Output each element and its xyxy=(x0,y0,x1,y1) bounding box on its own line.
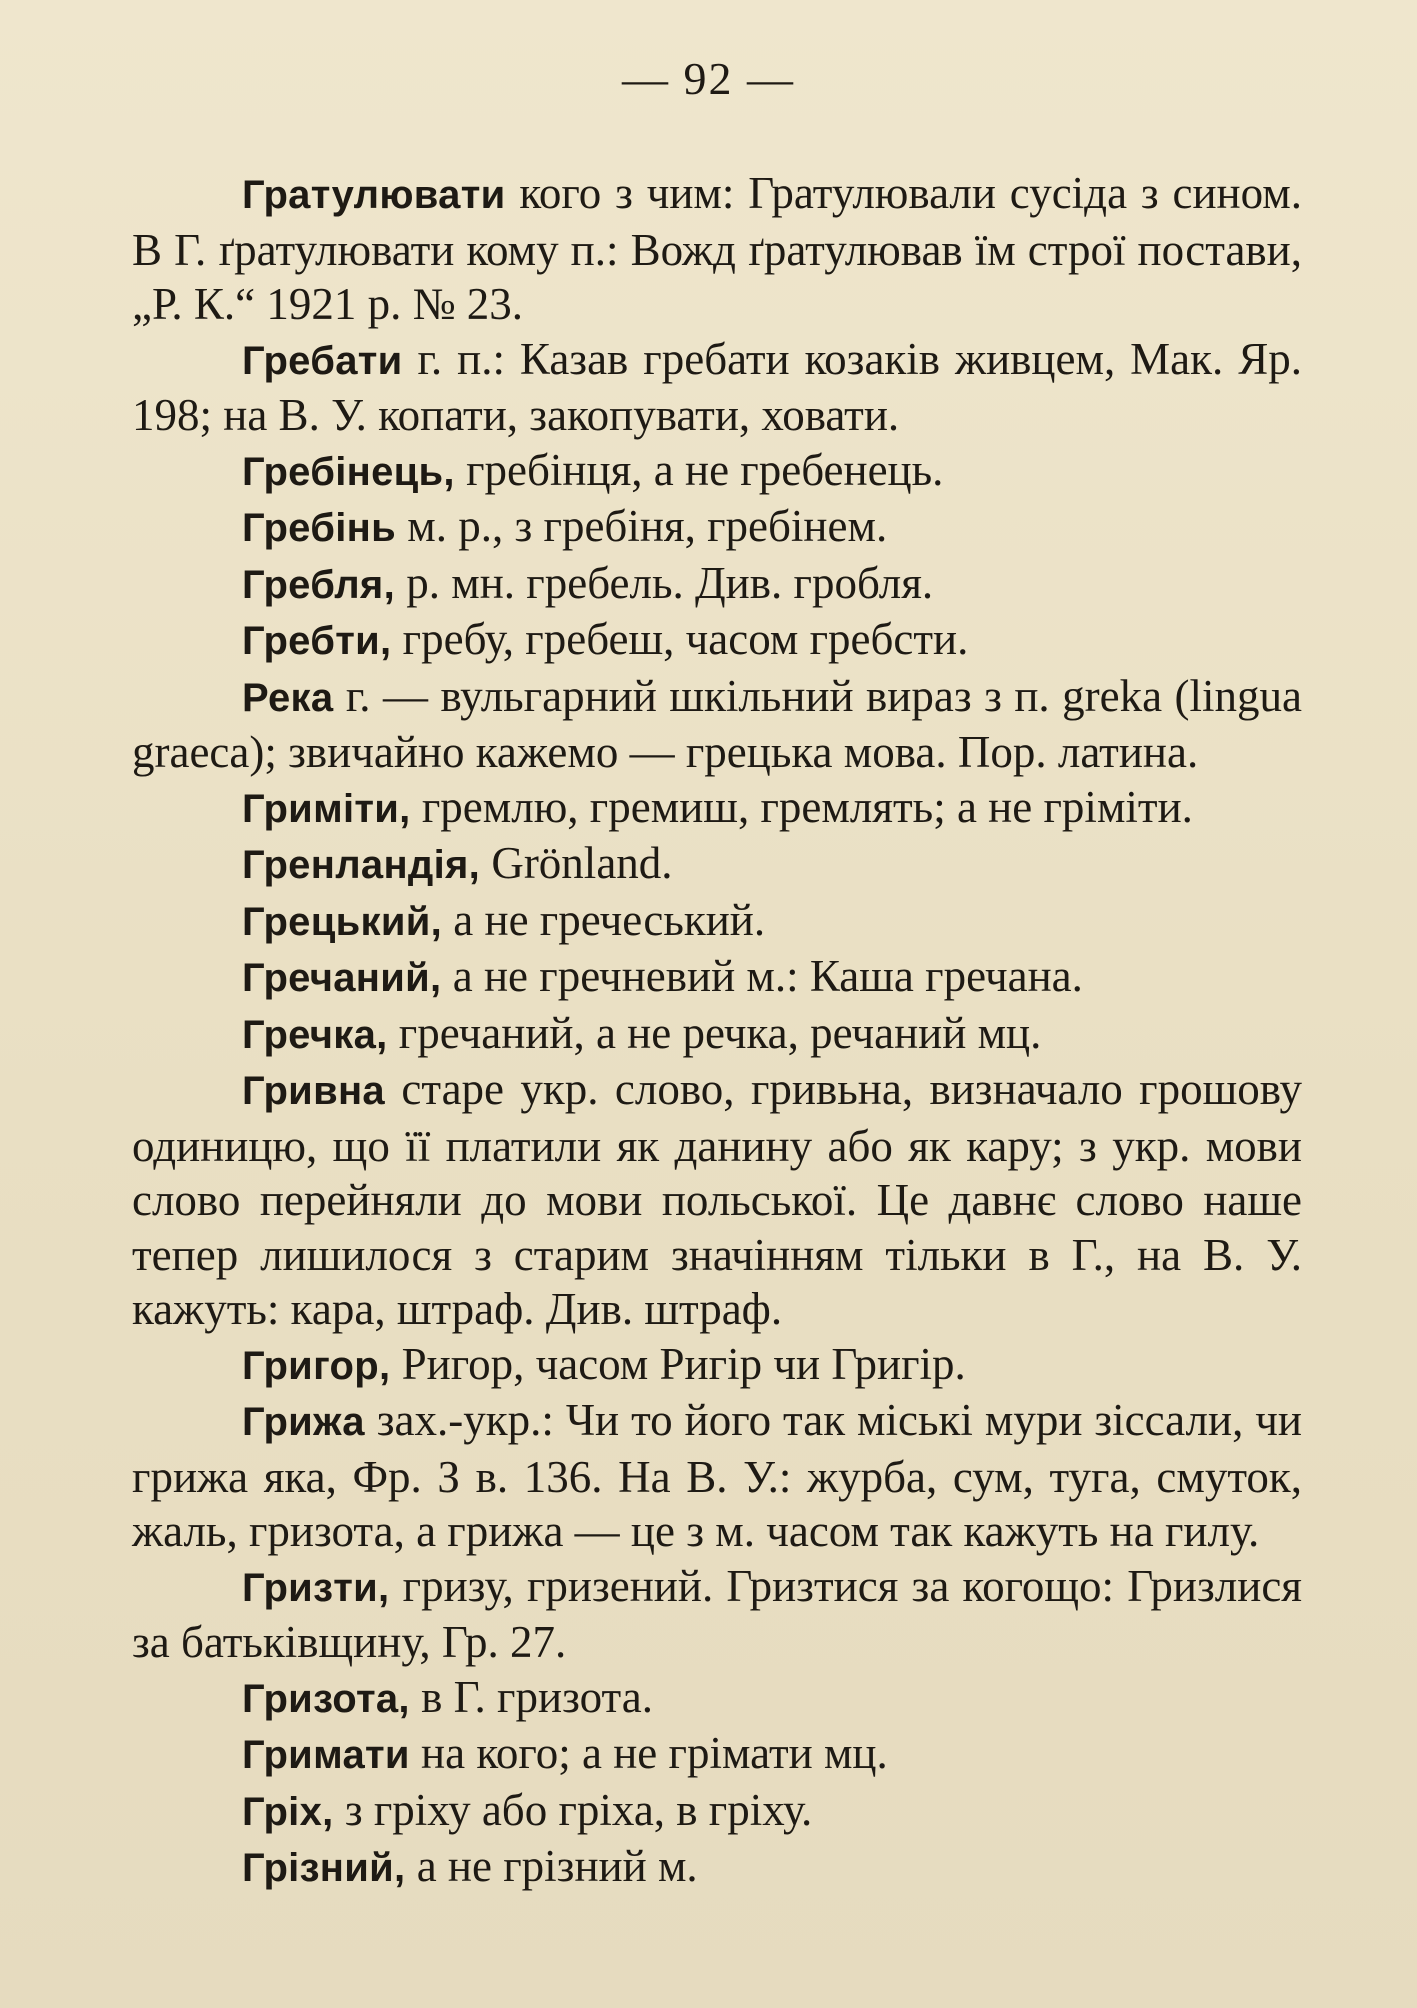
dictionary-entry xyxy=(132,1783,1302,1840)
entry-text: з гріху або гріха, в гріху. xyxy=(344,1784,813,1835)
entry-text: старе укр. слово, гривьна, визначало грошову одиницю, що її платили як данину або як кару; з укр. мови слово перейняли до мови польської. Це давнє слово наше тепер лишилося з старим значінням тільки в Г., на В. У. кажуть: кара, штраф. Див. штраф. xyxy=(132,1064,1302,1334)
headword: Гребінець, xyxy=(242,449,455,494)
dictionary-entry xyxy=(132,1726,1302,1783)
entry-text: а не грізний м. xyxy=(416,1841,698,1891)
entry-text: гризу, гризений. Гризтися за когощо: Гризлися за батьківщину, Гр. 27. xyxy=(132,1560,1302,1667)
entry-text: а не гречеський. xyxy=(453,894,766,945)
entry-text: кого з чим: Гратулювали сусіда з сином. В Г. ґратулювати кому п.: Вожд ґратулював їм строї постави, „Р. К.“ 1921 р. № 23. xyxy=(132,168,1303,329)
dictionary-entry xyxy=(132,1393,1302,1559)
dictionary-entry xyxy=(132,556,1302,613)
dictionary-entries xyxy=(132,166,1302,1896)
dictionary-entry xyxy=(132,893,1302,950)
headword: Гребінь xyxy=(242,506,396,550)
dictionary-entry xyxy=(132,1670,1302,1727)
entry-text: Grönland. xyxy=(491,838,673,888)
headword: Гренландія, xyxy=(242,843,481,887)
dictionary-entry xyxy=(132,166,1302,332)
entry-text: гречаний, а не речка, речаний мц. xyxy=(398,1007,1042,1058)
entry-text: гремлю, гремиш, гремлять; а не гріміти. xyxy=(421,781,1193,832)
headword: Гризота, xyxy=(242,1676,410,1721)
headword: Гриміти, xyxy=(242,786,411,831)
headword: Гречаний, xyxy=(242,956,442,1000)
headword: Гризти, xyxy=(242,1565,390,1610)
dictionary-entry xyxy=(132,949,1302,1006)
entry-text: на кого; а не грімати мц. xyxy=(421,1728,888,1778)
headword: Грижа xyxy=(242,1400,365,1444)
entry-text: гребінця, а не гребенець. xyxy=(466,444,944,495)
dictionary-entry xyxy=(132,1839,1302,1896)
headword: Григор, xyxy=(242,1343,391,1388)
headword: Гребти, xyxy=(242,619,392,663)
dictionary-entry xyxy=(132,780,1302,837)
dictionary-entry xyxy=(132,612,1302,669)
entry-text: гребу, гребеш, часом гребсти. xyxy=(402,614,969,664)
entry-text: г. — вульгарний шкільний вираз з п. greka (lingua graeca); звичайно кажемо — грецька мова. Пор. латина. xyxy=(132,670,1303,777)
headword: Гратулювати xyxy=(242,173,506,217)
dictionary-entry xyxy=(132,499,1302,556)
dictionary-entry xyxy=(132,1337,1302,1394)
entry-text: зах.-укр.: Чи то його так міські мури зіссали, чи грижа яка, Фр. З в. 136. На В. У.: журба, сум, туга, смуток, жаль, гризота, а грижа — це з м. часом так кажуть на гилу. xyxy=(132,1395,1302,1556)
headword: Гребати xyxy=(242,338,403,383)
entry-text: г. п.: Казав гребати козаків живцем, Мак. Яр. 198; на В. У. копати, закопувати, ховати. xyxy=(132,333,1302,440)
headword: Гріх, xyxy=(242,1789,334,1834)
headword: Гребля, xyxy=(242,562,395,607)
headword: Река xyxy=(242,675,334,720)
entry-text: в Г. гризота. xyxy=(421,1671,653,1722)
dictionary-entry xyxy=(132,1006,1302,1063)
dictionary-entry xyxy=(132,669,1302,780)
headword: Гривна xyxy=(242,1069,385,1113)
entry-text: а не гречневий м.: Каша гречана. xyxy=(452,951,1083,1001)
headword: Гречка, xyxy=(242,1012,388,1057)
headword: Грізний, xyxy=(242,1846,406,1890)
dictionary-entry xyxy=(132,332,1302,443)
entry-text: м. р., з гребіня, гребінем. xyxy=(407,501,888,551)
entry-text: Ригор, часом Ригір чи Григір. xyxy=(401,1338,966,1389)
dictionary-entry xyxy=(132,836,1302,893)
dictionary-entry xyxy=(132,1559,1302,1670)
dictionary-entry xyxy=(132,443,1302,500)
headword: Грецький, xyxy=(242,899,443,944)
dictionary-entry xyxy=(132,1062,1302,1337)
headword: Гримати xyxy=(242,1733,410,1777)
entry-text: р. мн. гребель. Див. гробля. xyxy=(406,557,934,608)
page-number: — 92 — xyxy=(622,53,795,104)
